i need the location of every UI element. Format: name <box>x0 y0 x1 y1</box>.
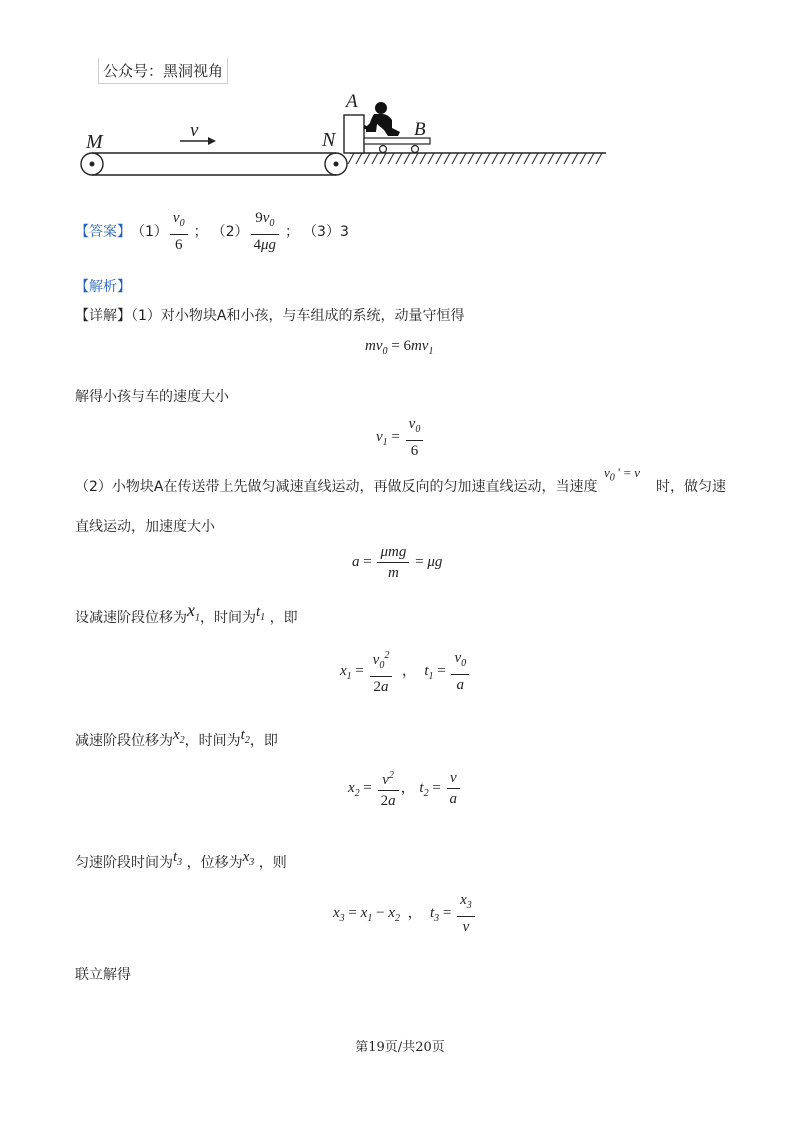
analysis-tag: 【解析】 <box>75 279 131 295</box>
answer-2-formula: $\frac{9v_0}{4\mu g}$ <box>251 208 280 255</box>
block-a <box>344 115 364 153</box>
label-n: N <box>322 129 336 151</box>
eq-x1-t1: $x_1$ = $\frac{v_0^2}{2a}$ ， $t_1$ = $\frac{v_0}{a}$ <box>340 646 471 697</box>
detail-line-7: 匀速阶段时间为$t_3$ ，位移为$x_3$ ，则 <box>75 849 287 871</box>
label-a: A <box>346 91 358 112</box>
answer-line: 【答案】 （1） $\frac{v_0}{6}$ ； （2） $\frac{9v_0}{4\mu g}$ ； （3）3 <box>75 209 349 253</box>
eq-acceleration: a = $\frac{\text{μmg}}{m}$ = μg <box>352 544 443 581</box>
detail-line-8: 联立解得 <box>75 967 131 983</box>
label-m: M <box>86 131 103 153</box>
child-silhouette <box>364 102 400 136</box>
detail-line-6: 减速阶段位移为$x_2$，时间为$t_2$，即 <box>75 727 278 749</box>
detail-line-3-end: 时，做匀速 <box>656 479 726 495</box>
detail-line-1: 【详解】（1）对小物块A和小孩，与车组成的系统，动量守恒得 <box>75 308 465 324</box>
ground-hatch <box>348 153 602 164</box>
label-b: B <box>414 119 426 140</box>
eq-v0-prime: $v_0$ ' = v <box>604 465 640 484</box>
detail-line-5: 设减速阶段位移为$x_1$，时间为$t_1$ ，即 <box>75 600 298 626</box>
detail-line-2: 解得小孩与车的速度大小 <box>75 389 229 405</box>
label-v: v <box>190 120 199 141</box>
conveyor-figure <box>70 88 615 183</box>
detail-line-3: （2）小物块A在传送带上先做匀减速直线运动，再做反向的匀加速直线运动，当速度 <box>75 479 598 495</box>
eq-x3-t3: $x_3 = x_1 - x_2$ ， $t_3$ = $\frac{x_3}{v}$ <box>333 890 477 937</box>
watermark-label: 公众号：黑洞视角 <box>98 58 228 84</box>
detail-line-4: 直线运动，加速度大小 <box>75 519 215 535</box>
eq-v1: $v_1$ = $\frac{v_0}{6}$ <box>376 414 425 461</box>
eq-x2-t2: $x_2$ = $\frac{v^2}{2a}$ ， $t_2$ = $\frac{v}{a}$ <box>348 766 462 811</box>
page-footer: 第19页/共20页 <box>355 1040 445 1055</box>
eq-momentum: $mv_0 = 6mv_1$ <box>365 338 434 357</box>
answer-1-formula: $\frac{v_0}{6}$ <box>170 208 188 255</box>
answer-tag: 【答案】 <box>75 224 131 240</box>
